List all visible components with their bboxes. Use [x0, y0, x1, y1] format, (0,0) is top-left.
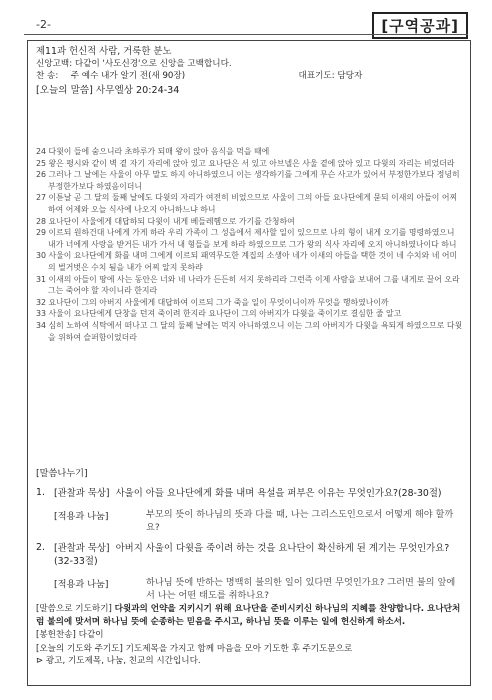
offering-row: [36, 629, 464, 642]
verse: 33 사울이 요나단에게 단창을 던져 죽이려 한지라 요나단이 그의 아버지가 다윗을 죽이기로 결심한 줄 알고: [36, 309, 402, 319]
question-1: [36, 487, 464, 500]
apply-label: [적용과 나눔]: [54, 511, 109, 522]
discussion-section: [36, 465, 464, 602]
verse: 26 그러나 그 날에는 사울이 아무 말도 하지 아니하였으니 이는 생각하기를 그에게 무슨 사고가 있어서 부정한가보다 정녕히 부정한가보다 하였음이더니: [36, 170, 460, 191]
announcement-line: ⊳ 광고, 기도제목, 나눔, 친교의 시간입니다.: [36, 656, 201, 666]
page-number: -2-: [36, 18, 51, 31]
question-2: [36, 542, 464, 568]
creed-text: 다같이 '사도신경'으로 신앙을 고백합니다.: [74, 59, 232, 69]
lesson-intro: [36, 46, 462, 97]
question-text: 아버지 사울이 다윗을 죽이려 하는 것을 요나단이 확신하게 된 계기는 무엇인가요?(32-33절): [54, 543, 450, 567]
apply-text: 부모의 뜻이 하나님의 뜻과 다를 때, 나는 그리스도인으로서 어떻게 해야 할까요?: [146, 509, 454, 533]
question-text-wrap: [54, 542, 464, 568]
verse: 31 이새의 아들이 땅에 사는 동안은 너와 네 나라가 든든히 서지 못하리라 그런즉 이제 사람을 보내어 그를 내게로 끌어 오라 그는 죽어야 할 자이니라 한지라: [36, 274, 460, 296]
offering-label: [봉헌찬송]: [36, 630, 76, 640]
question-number: 2.: [36, 542, 45, 553]
header-divider: [24, 34, 468, 35]
closing-prayer-label: [말씀으로 기도하기]: [36, 604, 112, 614]
question-number: 1.: [36, 487, 45, 498]
closing-prayer: [36, 603, 464, 628]
hymn-text: 주 예수 내가 알기 전(새 90장): [70, 71, 186, 81]
hymn-label: 찬 송:: [36, 71, 59, 81]
verse: 30 사울이 요나단에게 화를 내며 그에게 이르되 패역무도한 계집의 소생아 네가 이새의 아들을 택한 것이 네 수치와 네 어미의 벌거벗은 수치 됨을 내가 어찌 알지 못하랴: [36, 251, 458, 272]
today-prayer-row: [36, 643, 464, 656]
today-prayer-text: 기도제목을 가지고 함께 마음을 모아 기도한 후 주기도문으로: [125, 643, 353, 654]
prayer-text: 담당자: [337, 71, 363, 81]
hymn-row: [36, 70, 462, 82]
lesson-title: 제11과 헌신적 사람, 거룩한 분노: [36, 46, 172, 57]
observe-label: [관찰과 묵상]: [54, 488, 110, 499]
prayer-label: 대표기도:: [298, 71, 335, 81]
closing-section: [36, 603, 464, 668]
section-tag: [구역공과]: [372, 12, 468, 39]
closing-prayer-text: 다윗과의 언약을 지키시기 위해 요나단을 준비시키신 하나님의 지혜를 찬양합니다. 요나단처럼 불의에 맞서며 하나님 뜻에 순종하는 믿음을 주시고, 하나님 뜻을 이루는 일에 헌신하게 하소서.: [36, 604, 461, 627]
verse: 29 이르되 원하건대 나에게 가게 하라 우리 가족이 그 성읍에서 제사할 일이 있으므로 나의 형이 내게 오기를 명령하였으니 내가 너에게 사랑을 받거든 내가 가서 내 형들을 보게 하라 하였으므로 그가 왕의 식사 자리에 오지 아니하였나이다 하니: [36, 228, 457, 249]
today-prayer-label: [오늘의 기도와 주기도]: [36, 643, 123, 654]
word-heading: [오늘의 말씀] 사무엘상 20:24-34: [36, 85, 180, 96]
creed-row: [36, 58, 462, 70]
question-text-wrap: [54, 487, 442, 500]
verse: 28 요나단이 사울에게 대답하되 다윗이 내게 베들레헴으로 가기를 간청하여: [36, 216, 295, 226]
verse: 25 왕은 평시와 같이 벽 곁 자기 자리에 앉아 있고 요나단은 서 있고 아브넬은 사울 곁에 앉아 있고 다윗의 자리는 비었더라: [36, 158, 455, 168]
verse: 34 심히 노하여 식탁에서 떠나고 그 달의 둘째 날에는 먹지 아니하였으니 이는 그의 아버지가 다윗을 욕되게 하였으므로 다윗을 위하여 슬퍼함이었더라: [36, 320, 463, 342]
lesson-box: [27, 40, 471, 686]
verse: 24 다윗이 들에 숨으니라 초하루가 되매 왕이 앉아 음식을 먹을 때에: [36, 147, 270, 156]
verse: 32 요나단이 그의 아버지 사울에게 대답하여 이르되 그가 죽을 일이 무엇이니이까 무엇을 행하였나이까: [36, 297, 389, 307]
apply-text: 하나님 뜻에 반하는 명백히 불의한 일이 있다면 무엇인가요? 그러면 불의 앞에서 나는 어떤 태도를 취하나요?: [146, 577, 456, 601]
creed-label: 신앙고백:: [36, 59, 73, 69]
question-text: 사울이 아들 요나단에게 화를 내며 욕설을 퍼부은 이유는 무엇인가요?(28-30절): [115, 488, 442, 499]
offering-text: 다같이: [78, 630, 104, 640]
apply-1: [54, 508, 464, 534]
verse: 27 이튿날 곧 그 달의 둘째 날에도 다윗의 자리가 여전히 비었으므로 사울이 그의 아들 요나단에게 묻되 이새의 아들이 어찌하여 어제와 오늘 식사에 나오지 아니하느냐 하니: [36, 193, 458, 214]
scripture-verses: [36, 146, 464, 343]
discussion-heading: [말씀나누기]: [36, 468, 88, 479]
apply-label: [적용과 나눔]: [54, 579, 109, 590]
observe-label: [관찰과 묵상]: [54, 543, 110, 554]
apply-2: [54, 576, 464, 602]
